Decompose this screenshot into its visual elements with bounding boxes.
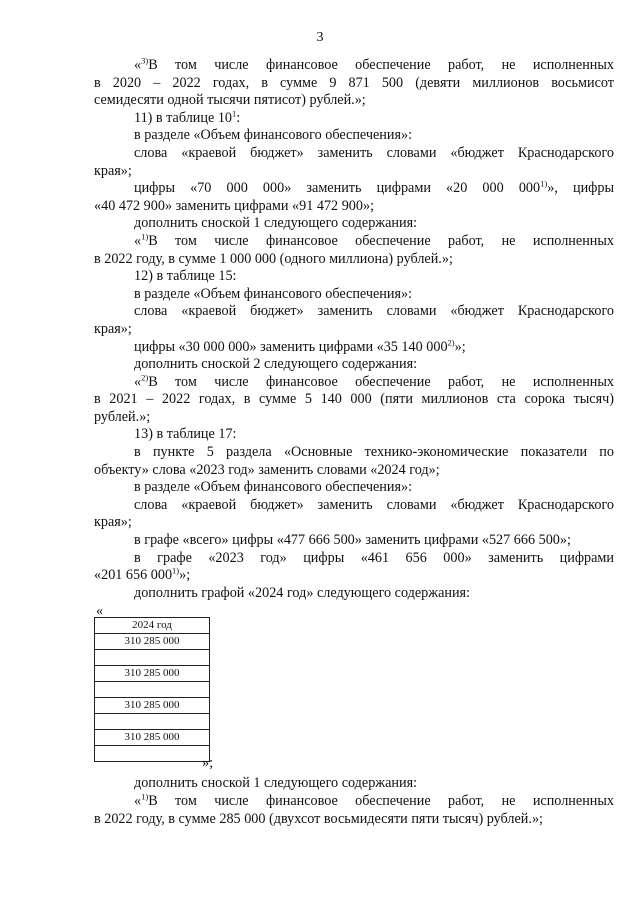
table-cell: 310 285 000 [95,730,209,746]
table-cell: 310 285 000 [95,666,209,682]
footnote-marker: 1 [232,108,237,119]
item-13-words-line2: края»; [94,514,132,531]
text: »; [454,338,466,355]
item-13-footnote-line1 [94,793,614,811]
text: В том числе финансовое обеспечение работ, не исполненных [148,373,614,390]
item-12-words-line2: края»; [94,320,132,337]
item-11-words-line2: края»; [94,162,132,179]
item-11-words-line1: слова «краевой бюджет» заменить словами «бюджет Краснодарского [134,144,614,161]
item-13-point5-line2: объекту» слова «2023 год» заменить словами «2024 год»; [94,461,440,478]
footnote-marker: 1) [141,791,149,802]
item-13-footnote-line2: в 2022 году, в сумме 285 000 (двухсот восьмидесяти пяти тысяч) рублей.»; [94,810,543,827]
item-11-digits-line1 [94,180,614,198]
table-cell: 310 285 000 [95,634,209,650]
item-12-footnote-intro: дополнить сноской 2 следующего содержания: [134,356,418,373]
item-12-footnote-line3: рублей.»; [94,408,151,425]
footnote-3-line1 [94,57,614,75]
footnote-3-line3: семидесяти одной тысячи пятисот) рублей.»; [94,92,366,109]
table-cell: 310 285 000 [95,698,209,714]
item-13-footnote-intro: дополнить сноской 1 следующего содержания: [134,775,418,792]
item-11-section: в разделе «Объем финансового обеспечения»: [134,127,413,144]
footnote-marker: 3) [141,55,149,66]
item-11-footnote-line1 [94,233,614,251]
item-12-footnote-line2: в 2021 – 2022 годах, в сумме 5 140 000 (пяти миллионов ста сорока тысяч) [94,391,614,408]
text: «201 656 000 [94,567,173,584]
item-13-2023-line2 [94,567,614,585]
item-13-words-line1: слова «краевой бюджет» заменить словами «бюджет Краснодарского [134,496,614,513]
open-quote: « [134,57,142,73]
item-11-footnote-intro: дополнить сноской 1 следующего содержания: [134,215,418,232]
open-quote: « [134,793,142,809]
table-cell [95,746,209,761]
item-11-footnote-line2: в 2022 году, в сумме 1 000 000 (одного миллиона) рублей.»; [94,250,453,267]
item-13-heading: 13) в таблице 17: [134,426,237,443]
document-body [94,57,614,828]
item-12-heading: 12) в таблице 15: [134,268,237,285]
item-11-heading [94,110,614,128]
item-12-footnote-line1 [94,371,614,392]
text: В том числе финансовое обеспечение работ, не исполненных [148,232,614,249]
item-11-digits-line2: «40 472 900» заменить цифрами «91 472 900»; [94,197,375,214]
item-13-total: в графе «всего» цифры «477 666 500» заменить цифрами «527 666 500»; [134,532,571,549]
footnote-marker: 1) [141,231,149,242]
item-12-words-line1: слова «краевой бюджет» заменить словами «бюджет Краснодарского [134,303,614,320]
text: »; [179,567,191,584]
table-cell [95,682,209,698]
footnote-marker: 2) [141,371,149,382]
table-cell [95,650,209,666]
item-12-section: в разделе «Объем финансового обеспечения»: [134,285,413,302]
table-close-quote: »; [202,755,214,772]
item-13-add-column: дополнить графой «2024 год» следующего содержания: [134,584,471,601]
table-cell [95,714,209,730]
page-number: 3 [316,30,324,45]
footnote-marker: 2) [447,336,455,347]
text: цифры «70 000 000» заменить цифрами «20 000 000 [134,180,541,197]
item-13-section: в разделе «Объем финансового обеспечения»: [134,479,413,496]
footnote-marker: 1) [172,565,180,576]
footnote-3-line2: в 2020 – 2022 годах, в сумме 9 871 500 (девяти миллионов восьмисот [94,74,614,91]
text: В том числе финансовое обеспечение работ, не исполненных [148,57,614,73]
column-2024-table [94,617,210,762]
table-header-cell: 2024 год [95,618,209,634]
footnote-marker: 1) [540,178,548,189]
item-13-2023-line1: в графе «2023 год» цифры «461 656 000» заменить цифрами [134,549,614,566]
open-quote: « [134,232,142,249]
text: », цифры [547,180,614,197]
item-13-point5-line1: в пункте 5 раздела «Основные технико-экономические показатели по [134,444,614,461]
table-open-quote: « [96,603,104,620]
text: цифры «30 000 000» заменить цифрами «35 140 000 [134,338,448,355]
text: В том числе финансовое обеспечение работ, не исполненных [148,793,614,809]
item-11-colon: : [236,109,241,126]
open-quote: « [134,373,142,390]
column-2024-insert [94,605,614,775]
item-11-text: 11) в таблице 10 [134,109,233,126]
item-12-digits [94,336,614,357]
